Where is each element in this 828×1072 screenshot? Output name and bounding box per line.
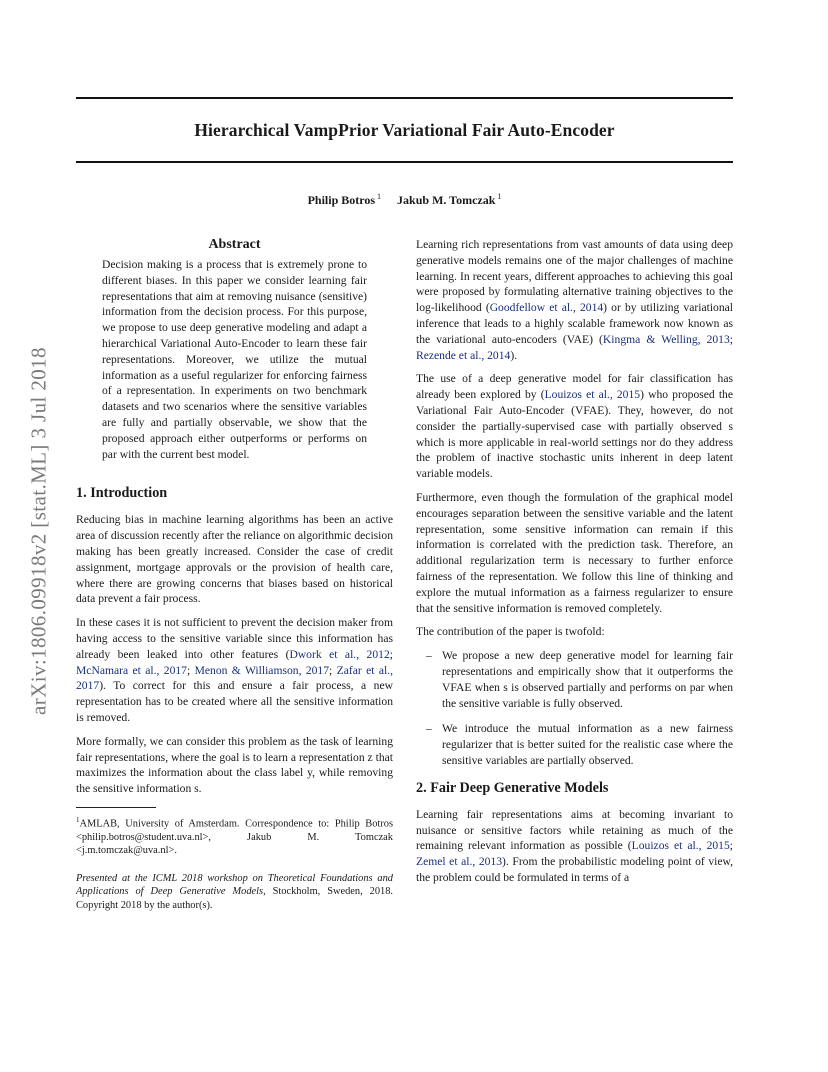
section-2-paragraph: Learning fair representations aims at becoming invariant to nuisance or sensitive factors while retaining as much of the remaining relevant information as possible (Louizos et al., 2015; Zemel et al., 2013). From the probabilistic modeling point of view, the problem could be formulated in terms of a [416, 807, 733, 884]
affiliation-mark: 1 [497, 192, 502, 201]
citation-link[interactable]: Goodfellow et al., 2014 [489, 301, 604, 315]
affiliation-footnote: $^1$AMLAB, University of Amsterdam. Correspondence to: Philip Botros <philip.botros@student.uva.nl>, Jakub M. Tomczak <j.m.tomczak@uva.nl>. [76, 815, 393, 857]
contribution-intro: The contribution of the paper is twofold: [416, 625, 605, 639]
citation-link[interactable]: Louizos et al., 2015 [544, 388, 641, 402]
abstract-text: Decision making is a process that is extremely prone to different biases. In this paper we consider learning fair representations that aim at removing nuisance (sensitive) information from the decision process. For this purpose, we propose to use deep generative modeling and adapt a hierarchical Variational Auto-Encoder to learn these fair representations. Moreover, we utilize the mutual information as a useful regularizer for enforcing fairness of a representation. In experiments on two benchmark datasets and two scenarios where the sensitive variables are fully and partially observable, we show that the proposed approach either outperforms or performs on par with the current best model. [102, 258, 367, 461]
citation-link[interactable]: Louizos et al., 2015 [631, 839, 730, 853]
top-rule [76, 97, 733, 99]
intro-paragraph-3: More formally, we can consider this problem as the task of learning fair representations, where the goal is to learn a representation z that maximizes the information about the class label y, while removing the sensitive information s. [76, 734, 393, 796]
paper-title: Hierarchical VampPrior Variational Fair Auto-Encoder [194, 120, 615, 140]
title-rule [76, 161, 733, 163]
citation-link[interactable]: McNamara et al., 2017 [76, 663, 187, 677]
arxiv-identifier: arXiv:1806.09918v2 [stat.ML] 3 Jul 2018 [26, 347, 51, 715]
author-name: Jakub M. Tomczak [397, 193, 496, 207]
citation-link[interactable]: Kingma & Welling, 2013 [602, 332, 730, 346]
citation-link[interactable]: Rezende et al., 2014 [416, 348, 511, 362]
list-item: – We propose a new deep generative model for learning fair representations and empirically show that it outperforms the VFAE when s is observed partially and performs on par when the sensitive variable is fully observed. [442, 648, 733, 711]
author-name: Philip Botros [307, 193, 376, 207]
right-paragraph-1: Learning rich representations from vast amounts of data using deep generative models remains one of the major challenges of machine learning. In recent years, different approaches to achieving this goal were proposed by formulating alternative training objectives to the log-likelihood (Goodfellow et al., 2014) or by utilizing variational inference that leads to a highly scalable framework now known as the variational auto-encoders (VAE) (Kingma & Welling, 2013; Rezende et al., 2014). [416, 238, 734, 362]
affiliation-mark: 1 [377, 192, 382, 201]
contribution-list [416, 648, 733, 769]
author-list [76, 192, 733, 208]
intro-paragraph-2: In these cases it is not sufficient to prevent the decision maker from having access to the sensitive variable since this information has already been leaked into other features (Dwork et al., 2012; McNamara et al., 2017; Menon & Williamson, 2017; Zafar et al., 2017). To correct for this and ensure a fair process, a new representation has to be created where all the sensitive information is removed. [76, 616, 393, 724]
intro-heading: 1. Introduction [76, 485, 168, 502]
citation-link[interactable]: Dwork et al., 2012 [289, 647, 390, 661]
right-paragraph-3: Furthermore, even though the formulation of the graphical model encourages separation between the sensitive variable and the latent representation, some sensitive information can remain if this information is correlated with the prediction task. Therefore, an additional regularization term is necessary to further enforce fairness of the representation. We follow this line of thinking and explore the mutual information as a fairness regularizer to ensure that the sensitive information is removed completely. [416, 490, 733, 615]
citation-link[interactable]: Menon & Williamson, 2017 [194, 663, 330, 677]
left-column [76, 236, 393, 922]
section-2-heading: 2. Fair Deep Generative Models [416, 779, 609, 796]
intro-paragraph-1: Reducing bias in machine learning algorithms has been an active area of discussion recently after the reliance on algorithmic decision making has been greatly increased. Consider the case of credit assignment, mortgage approvals or the provision of health care, where there are growing concerns that biases based on historical data prevent a fair process. [76, 513, 393, 606]
footnote-divider [76, 807, 156, 808]
abstract-heading: Abstract [208, 237, 261, 252]
citation-link[interactable]: Zemel et al., 2013 [416, 855, 503, 869]
right-column [416, 237, 733, 894]
venue-footnote: Presented at the ICML 2018 workshop on Theoretical Foundations and Applications of Deep Generative Models, Stockholm, Sweden, 2018. Copyright 2018 by the author(s). [76, 872, 394, 911]
list-item: – We introduce the mutual information as a new fairness regularizer that is better suited for the realistic case where the sensitive variables are partially observed. [442, 721, 733, 768]
citation-link[interactable]: Zafar et al., 2017 [76, 663, 393, 693]
right-paragraph-2: The use of a deep generative model for fair classification has already been explored by (Louizos et al., 2015) who proposed the Variational Fair Auto-Encoder (VFAE). They, however, do not consider the partially-supervised case with partially observed s which is more applicable in real-world settings nor do they address the problem of inactive stochastic units inherent in deep latent variable models. [416, 372, 733, 481]
